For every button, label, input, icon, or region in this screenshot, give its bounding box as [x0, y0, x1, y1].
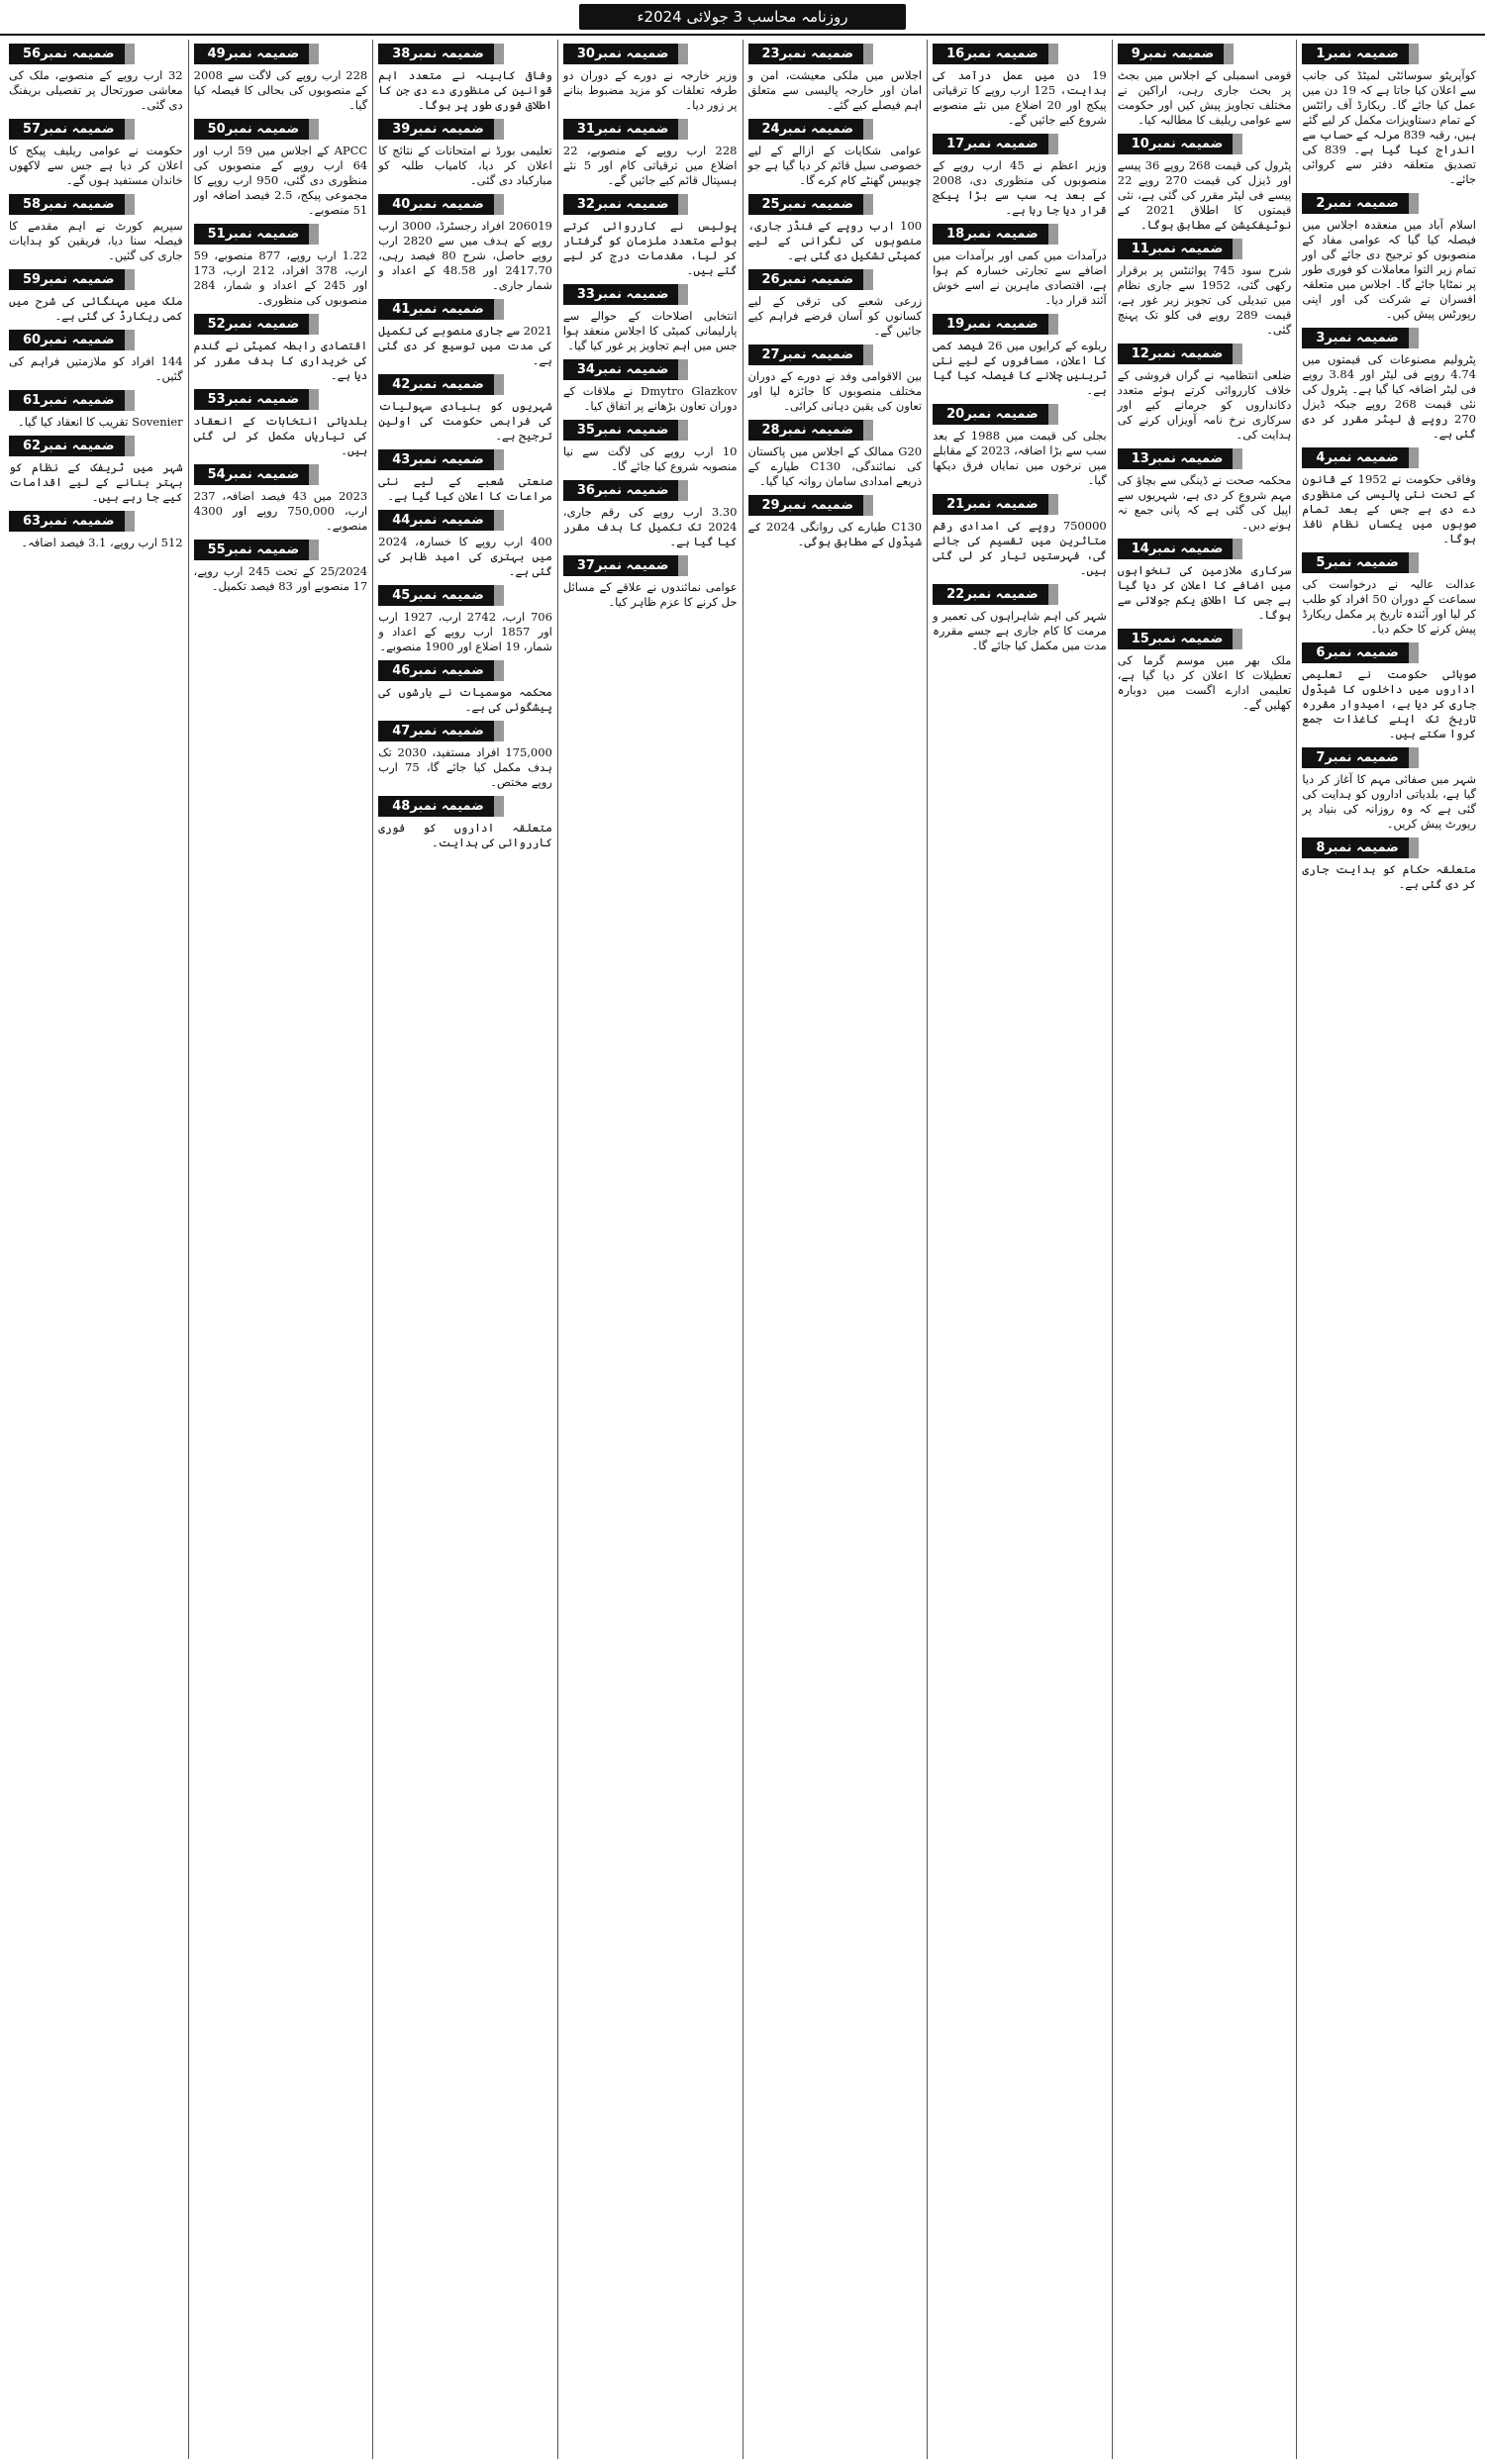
supplement-item: [9, 44, 183, 113]
supplement-tag: [563, 420, 738, 441]
supplement-item: [1302, 838, 1476, 892]
supplement-text: 750000 روپے کی امدادی رقم متاثرین میں تقسیم کی جائے گی، فہرستیں تیار کر لی گئی ہیں۔: [933, 519, 1107, 577]
supplement-item: [1118, 344, 1292, 443]
supplement-number: ضمیمہ نمبر8: [1302, 838, 1418, 858]
supplement-tag: [748, 345, 923, 365]
supplement-tag: [563, 555, 738, 576]
supplement-text: اقتصادی رابطہ کمیٹی نے گندم کی خریداری کا ہدف مقرر کر دیا ہے۔: [193, 339, 368, 382]
supplement-item: [563, 480, 738, 549]
supplement-number: ضمیمہ نمبر29: [748, 495, 874, 516]
supplement-number: ضمیمہ نمبر59: [9, 269, 135, 290]
supplement-text: محکمہ صحت نے ڈینگی سے بچاؤ کی مہم شروع کر دی ہے، شہریوں سے اپیل کی گئی ہے کہ پانی جمع نہ ہونے دیں۔: [1117, 473, 1292, 532]
supplement-number: ضمیمہ نمبر11: [1118, 239, 1243, 259]
supplement-item: [1302, 193, 1476, 322]
supplement-text: بلدیاتی انتخابات کے انعقاد کی تیاریاں مکمل کر لی گئی ہیں۔: [193, 414, 368, 457]
supplement-number: ضمیمہ نمبر43: [378, 449, 504, 470]
supplement-text: 512 ارب روپے، 3.1 فیصد اضافہ۔: [21, 536, 183, 549]
supplement-item: [748, 194, 923, 263]
supplement-tag: [748, 269, 923, 290]
supplement-text: متعلقہ اداروں کو فوری کارروائی کی ہدایت۔: [378, 821, 552, 849]
supplement-tag: [9, 511, 183, 532]
supplement-item: [563, 44, 738, 113]
supplement-number: ضمیمہ نمبر46: [378, 660, 504, 681]
supplement-number: ضمیمہ نمبر48: [378, 796, 504, 817]
supplement-item: [748, 44, 923, 113]
supplement-number: ضمیمہ نمبر21: [933, 494, 1058, 515]
supplement-tag: [1302, 642, 1476, 663]
supplement-text: پٹرول کی قیمت 268 روپے 36 پیسے اور ڈیزل کی قیمت 270 روپے 22 پیسے فی لیٹر مقرر کی گئی ہے، نئی قیمتوں کا اطلاق 2021 کے نوٹیفکیشن کے مطابق ہوگا۔: [1117, 158, 1292, 232]
supplement-number: ضمیمہ نمبر62: [9, 436, 135, 456]
supplement-item: [1302, 328, 1476, 442]
supplement-item: [933, 134, 1107, 218]
supplement-number: ضمیمہ نمبر55: [194, 540, 320, 560]
supplement-tag: [378, 660, 552, 681]
supplement-tag: [563, 284, 738, 305]
supplement-text: انتخابی اصلاحات کے حوالے سے پارلیمانی کمیٹی کا اجلاس منعقد ہوا جس میں اہم تجاویز پر غور کیا گیا۔: [562, 309, 738, 352]
supplement-text: سپریم کورٹ نے اہم مقدمے کا فیصلہ سنا دیا، فریقین کو ہدایات جاری کی گئیں۔: [9, 219, 183, 262]
supplement-tag: [1118, 239, 1292, 259]
supplement-item: [9, 511, 183, 550]
supplement-item: [1118, 134, 1292, 233]
supplement-number: ضمیمہ نمبر5: [1302, 552, 1418, 573]
supplement-item: [378, 449, 552, 504]
supplement-item: [933, 314, 1107, 398]
supplement-tag: [378, 510, 552, 531]
supplement-number: ضمیمہ نمبر45: [378, 585, 504, 606]
supplement-item: [933, 494, 1107, 578]
supplement-item: [1302, 747, 1476, 832]
supplement-number: ضمیمہ نمبر14: [1118, 539, 1243, 559]
supplement-tag: [933, 224, 1107, 245]
supplement-tag: [194, 314, 368, 335]
supplement-text: 100 ارب روپے کے فنڈز جاری، منصوبوں کی نگرانی کے لیے کمیٹی تشکیل دی گئی ہے۔: [747, 219, 923, 262]
supplement-text: صوبائی حکومت نے تعلیمی اداروں میں داخلوں کا شیڈول جاری کر دیا ہے، امیدوار مقررہ تاریخ تک اپنے کاغذات جمع کروا سکتے ہیں۔: [1302, 667, 1476, 740]
supplement-number: ضمیمہ نمبر31: [563, 119, 689, 140]
supplement-tag: [1302, 447, 1476, 468]
supplement-text: عدالت عالیہ نے درخواست کی سماعت کے دوران 50 افراد کو طلب کر لیا اور آئندہ تاریخ پر مکمل ریکارڈ پیش کرنے کا حکم دیا۔: [1302, 577, 1476, 636]
supplement-item: [1118, 239, 1292, 338]
column-2: [1112, 40, 1297, 2459]
supplement-text: C130 طیارے کی روانگی 2024 کے شیڈول کے مطابق ہوگی۔: [747, 520, 923, 548]
supplement-tag: [933, 314, 1107, 335]
supplement-text: تعلیمی بورڈ نے امتحانات کے نتائج کا اعلان کر دیا، کامیاب طلبہ کو مبارکباد دی گئی۔: [378, 144, 552, 187]
supplement-tag: [563, 119, 738, 140]
column-1: [1296, 40, 1481, 2459]
supplement-number: ضمیمہ نمبر58: [9, 194, 135, 215]
supplement-item: [563, 119, 738, 188]
column-6: [372, 40, 557, 2459]
supplement-item: [1302, 642, 1476, 741]
supplement-tag: [1118, 44, 1292, 64]
supplement-item: [748, 345, 923, 414]
supplement-tag: [194, 44, 368, 64]
supplement-item: [563, 420, 738, 474]
supplement-number: ضمیمہ نمبر1: [1302, 44, 1418, 64]
supplement-tag: [563, 359, 738, 380]
supplement-tag: [1118, 134, 1292, 154]
supplement-text: 32 ارب روپے کے منصوبے، ملک کی معاشی صورتحال پر تفصیلی بریفنگ دی گئی۔: [9, 68, 183, 112]
supplement-text: متعلقہ حکام کو ہدایت جاری کر دی گئی ہے۔: [1302, 862, 1476, 891]
supplement-tag: [9, 436, 183, 456]
supplement-number: ضمیمہ نمبر60: [9, 330, 135, 350]
supplement-text: قومی اسمبلی کے اجلاس میں بجٹ پر بحث جاری رہی، اراکین نے مختلف تجاویز پیش کیں اور حکومت سے عوامی ریلیف کا مطالبہ کیا۔: [1117, 68, 1292, 127]
supplement-item: [378, 299, 552, 368]
supplement-tag: [378, 449, 552, 470]
supplement-text: 3.30 ارب روپے کی رقم جاری، 2024 تک تکمیل کا ہدف مقرر کیا گیا ہے۔: [562, 505, 738, 548]
supplement-number: ضمیمہ نمبر50: [194, 119, 320, 140]
supplement-tag: [933, 584, 1107, 605]
newspaper-columns: [4, 40, 1481, 2459]
supplement-item: [194, 224, 368, 308]
supplement-item: [378, 585, 552, 654]
supplement-number: ضمیمہ نمبر34: [563, 359, 689, 380]
supplement-number: ضمیمہ نمبر57: [9, 119, 135, 140]
supplement-tag: [194, 389, 368, 410]
supplement-tag: [194, 540, 368, 560]
supplement-item: [1118, 629, 1292, 713]
supplement-number: ضمیمہ نمبر24: [748, 119, 874, 140]
supplement-tag: [378, 119, 552, 140]
supplement-number: ضمیمہ نمبر35: [563, 420, 689, 441]
supplement-text: اسلام آباد میں منعقدہ اجلاس میں فیصلہ کیا گیا کہ عوامی مفاد کے منصوبوں کو ترجیح دی جائے گی اور تمام زیر التوا معاملات کو فوری طور پر نمٹایا جائے گا۔ اجلاس میں متعلقہ افسران نے شرکت کی اور اپنی رپورٹس پیش کیں۔: [1302, 218, 1476, 321]
supplement-number: ضمیمہ نمبر13: [1118, 448, 1243, 469]
supplement-item: [194, 314, 368, 383]
supplement-item: [933, 224, 1107, 308]
supplement-number: ضمیمہ نمبر15: [1118, 629, 1243, 649]
supplement-item: [9, 194, 183, 263]
supplement-item: [563, 194, 738, 278]
supplement-tag: [1118, 448, 1292, 469]
supplement-number: ضمیمہ نمبر4: [1302, 447, 1418, 468]
supplement-tag: [194, 119, 368, 140]
supplement-text: 2021 سے جاری منصوبے کی تکمیل کی مدت میں توسیع کر دی گئی ہے۔: [378, 324, 552, 367]
supplement-number: ضمیمہ نمبر33: [563, 284, 689, 305]
supplement-number: ضمیمہ نمبر22: [933, 584, 1058, 605]
supplement-item: [194, 119, 368, 218]
supplement-text: شہر میں صفائی مہم کا آغاز کر دیا گیا ہے، بلدیاتی اداروں کو ہدایت کی گئی ہے کہ وہ روزانہ کی بنیاد پر رپورٹ پیش کریں۔: [1302, 772, 1476, 831]
supplement-text: صنعتی شعبے کے لیے نئی مراعات کا اعلان کیا گیا ہے۔: [378, 474, 552, 503]
supplement-item: [748, 420, 923, 489]
supplement-item: [378, 510, 552, 579]
supplement-tag: [1118, 539, 1292, 559]
supplement-number: ضمیمہ نمبر40: [378, 194, 504, 215]
supplement-item: [194, 389, 368, 458]
supplement-tag: [748, 44, 923, 64]
supplement-text: 206019 افراد رجسٹرڈ، 3000 ارب روپے کے ہدف میں سے 2820 ارب روپے حاصل، شرح 80 فیصد رہی، 2417.70 اور 48.58 کے اعداد و شمار جاری۔: [378, 219, 552, 292]
supplement-number: ضمیمہ نمبر61: [9, 390, 135, 411]
supplement-item: [563, 555, 738, 610]
supplement-text: وزیر خارجہ نے دورے کے دوران دو طرفہ تعلقات کو مزید مضبوط بنانے پر زور دیا۔: [562, 68, 738, 112]
supplement-item: [563, 359, 738, 414]
supplement-number: ضمیمہ نمبر27: [748, 345, 874, 365]
supplement-tag: [1302, 44, 1476, 64]
supplement-text: APCC کے اجلاس میں 59 ارب اور 64 ارب روپے کے منصوبوں کی منظوری دی گئی، 950 ارب روپے کا مجموعی پیکج، 2.5 فیصد اضافہ اور 51 منصوبے۔: [193, 144, 368, 217]
supplement-number: ضمیمہ نمبر10: [1118, 134, 1243, 154]
supplement-item: [9, 390, 183, 430]
masthead: [0, 0, 1485, 38]
supplement-text: 175,000 افراد مستفید، 2030 تک ہدف مکمل کیا جائے گا، 75 ارب روپے مختص۔: [378, 745, 552, 789]
supplement-item: [1302, 447, 1476, 546]
supplement-text: 400 ارب روپے کا خسارہ، 2024 میں بہتری کی امید ظاہر کی گئی ہے۔: [378, 535, 552, 578]
column-7: [188, 40, 373, 2459]
supplement-number: ضمیمہ نمبر63: [9, 511, 135, 532]
supplement-tag: [9, 390, 183, 411]
supplement-number: ضمیمہ نمبر42: [378, 374, 504, 395]
supplement-number: ضمیمہ نمبر30: [563, 44, 689, 64]
supplement-item: [378, 721, 552, 790]
supplement-tag: [378, 374, 552, 395]
supplement-text: 706 ارب، 2742 ارب، 1927 ارب اور 1857 ارب روپے کے اعداد و شمار، 19 اضلاع اور 1900 منصوبے۔: [378, 610, 552, 653]
supplement-text: 228 ارب روپے کی لاگت سے 2008 کے منصوبوں کی بحالی کا فیصلہ کیا گیا۔: [193, 68, 368, 112]
supplement-number: ضمیمہ نمبر44: [378, 510, 504, 531]
supplement-text: بجلی کی قیمت میں 1988 کے بعد سب سے بڑا اضافہ، 2023 کے مقابلے میں نرخوں میں نمایاں فرق دیکھا گیا۔: [933, 429, 1107, 487]
supplement-tag: [933, 44, 1107, 64]
supplement-tag: [1302, 747, 1476, 768]
supplement-text: 1.22 ارب روپے، 877 منصوبے، 59 ارب، 378 افراد، 212 ارب، 173 اور 245 کے اعداد و شمار، 284 منصوبوں کی منظوری۔: [193, 248, 368, 307]
supplement-text: 228 ارب روپے کے منصوبے، 22 اضلاع میں ترقیاتی کام اور 5 نئے ہسپتال قائم کیے جائیں گے۔: [562, 144, 738, 187]
supplement-tag: [378, 44, 552, 64]
supplement-number: ضمیمہ نمبر9: [1118, 44, 1234, 64]
supplement-item: [378, 119, 552, 188]
supplement-item: [1302, 552, 1476, 637]
supplement-tag: [9, 269, 183, 290]
supplement-item: [9, 269, 183, 324]
supplement-item: [1118, 539, 1292, 623]
supplement-text: عوامی شکایات کے ازالے کے لیے خصوصی سیل قائم کر دیا گیا ہے جو چوبیس گھنٹے کام کرے گا۔: [747, 144, 923, 187]
supplement-tag: [9, 330, 183, 350]
supplement-number: ضمیمہ نمبر12: [1118, 344, 1243, 364]
supplement-number: ضمیمہ نمبر17: [933, 134, 1058, 154]
supplement-tag: [194, 224, 368, 245]
supplement-number: ضمیمہ نمبر32: [563, 194, 689, 215]
supplement-item: [748, 269, 923, 339]
supplement-item: [1118, 448, 1292, 533]
supplement-tag: [748, 194, 923, 215]
supplement-item: [194, 540, 368, 594]
supplement-item: [378, 374, 552, 444]
supplement-number: ضمیمہ نمبر54: [194, 464, 320, 485]
supplement-tag: [933, 134, 1107, 154]
supplement-text: G20 ممالک کے اجلاس میں پاکستان کی نمائندگی، C130 طیارے کے ذریعے امدادی سامان روانہ کیا گیا۔: [747, 444, 923, 488]
supplement-item: [9, 119, 183, 188]
supplement-number: ضمیمہ نمبر18: [933, 224, 1058, 245]
supplement-number: ضمیمہ نمبر37: [563, 555, 689, 576]
supplement-text: بین الاقوامی وفد نے دورے کے دوران مختلف منصوبوں کا جائزہ لیا اور تعاون کی یقین دہانی کرائی۔: [747, 369, 923, 413]
supplement-tag: [933, 494, 1107, 515]
supplement-tag: [9, 194, 183, 215]
column-8: [4, 40, 188, 2459]
supplement-item: [748, 495, 923, 549]
supplement-tag: [378, 796, 552, 817]
supplement-text: شہر کی اہم شاہراہوں کی تعمیر و مرمت کا کام جاری ہے جسے مقررہ مدت میں مکمل کیا جائے گا۔: [933, 609, 1107, 652]
supplement-tag: [9, 44, 183, 64]
supplement-text: ملک بھر میں موسم گرما کی تعطیلات کا اعلان کر دیا گیا ہے، تعلیمی ادارے اگست میں دوبارہ کھلیں گے۔: [1117, 653, 1292, 712]
supplement-number: ضمیمہ نمبر53: [194, 389, 320, 410]
supplement-text: محکمہ موسمیات نے بارشوں کی پیشگوئی کی ہے۔: [378, 685, 552, 714]
supplement-item: [378, 660, 552, 715]
supplement-number: ضمیمہ نمبر7: [1302, 747, 1418, 768]
supplement-tag: [378, 299, 552, 320]
supplement-number: ضمیمہ نمبر28: [748, 420, 874, 441]
supplement-text: 19 دن میں عمل درآمد کی ہدایت، 125 ارب روپے کا ترقیاتی پیکج اور 20 اضلاع میں نئے منصوبے شروع کیے جائیں گے۔: [933, 68, 1107, 127]
masthead-rule: [0, 34, 1485, 36]
supplement-tag: [933, 404, 1107, 425]
supplement-text: کوآپریٹو سوسائٹی لمیٹڈ کی جانب سے اعلان کیا جاتا ہے کہ 19 دن میں عمل کیا جائے گا۔ ریکارڈ آف رائٹس کے تمام دستاویزات مکمل کر لیے گئے ہیں، رقبہ 839 مرلہ کے حساب سے اندراج کیا گیا ہے۔ 839 کی تصدیق متعلقہ دفتر سے کروائی جائے۔: [1302, 68, 1477, 186]
supplement-item: [933, 404, 1107, 488]
supplement-text: ریلوے کے کرایوں میں 26 فیصد کمی کا اعلان، مسافروں کے لیے نئی ٹرینیں چلانے کا فیصلہ کیا گیا ہے۔: [933, 339, 1107, 397]
supplement-number: ضمیمہ نمبر16: [933, 44, 1058, 64]
supplement-item: [933, 584, 1107, 653]
supplement-item: [194, 44, 368, 113]
supplement-number: ضمیمہ نمبر26: [748, 269, 874, 290]
supplement-tag: [1302, 552, 1476, 573]
supplement-tag: [1302, 193, 1476, 214]
supplement-number: ضمیمہ نمبر56: [9, 44, 135, 64]
supplement-tag: [748, 119, 923, 140]
supplement-tag: [563, 480, 738, 501]
supplement-item: [378, 194, 552, 293]
supplement-number: ضمیمہ نمبر39: [378, 119, 504, 140]
supplement-tag: [748, 495, 923, 516]
supplement-tag: [378, 194, 552, 215]
supplement-text: اجلاس میں ملکی معیشت، امن و امان اور خارجہ پالیسی سے متعلق اہم فیصلے کیے گئے۔: [747, 68, 923, 112]
supplement-text: Dmytro Glazkov نے ملاقات کے دوران تعاون بڑھانے پر اتفاق کیا۔: [562, 384, 738, 413]
supplement-text: سرکاری ملازمین کی تنخواہوں میں اضافے کا اعلان کر دیا گیا ہے جس کا اطلاق یکم جولائی سے ہوگا۔: [1117, 563, 1292, 622]
supplement-tag: [194, 464, 368, 485]
supplement-item: [933, 44, 1107, 128]
supplement-number: ضمیمہ نمبر41: [378, 299, 504, 320]
supplement-number: ضمیمہ نمبر47: [378, 721, 504, 741]
supplement-tag: [378, 585, 552, 606]
supplement-text: 25/2024 کے تحت 245 ارب روپے، 17 منصوبے اور 83 فیصد تکمیل۔: [193, 564, 368, 593]
supplement-text: Sovenier تقریب کا انعقاد کیا گیا۔: [17, 415, 183, 429]
supplement-number: ضمیمہ نمبر36: [563, 480, 689, 501]
supplement-number: ضمیمہ نمبر3: [1302, 328, 1418, 348]
supplement-item: [748, 119, 923, 188]
supplement-text: پولیس نے کارروائی کرتے ہوئے متعدد ملزمان کو گرفتار کر لیا، مقدمات درج کر لیے گئے ہیں۔: [562, 219, 738, 277]
supplement-text: 2023 میں 43 فیصد اضافہ، 237 ارب، 750,000 روپے اور 4300 منصوبے۔: [193, 489, 368, 533]
supplement-tag: [378, 721, 552, 741]
supplement-item: [563, 284, 738, 353]
supplement-number: ضمیمہ نمبر19: [933, 314, 1058, 335]
supplement-text: شرح سود 745 پوائنٹس پر برقرار رکھی گئی، 1952 سے جاری نظام میں تبدیلی کی تجویز زیر غور ہے، قیمت 289 روپے فی کلو تک پہنچ گئی۔: [1117, 263, 1292, 337]
supplement-item: [9, 330, 183, 384]
supplement-number: ضمیمہ نمبر51: [194, 224, 320, 245]
supplement-text: شہریوں کو بنیادی سہولیات کی فراہمی حکومت کی اولین ترجیح ہے۔: [378, 399, 552, 443]
supplement-tag: [563, 44, 738, 64]
supplement-item: [378, 44, 552, 113]
supplement-tag: [1302, 838, 1476, 858]
supplement-tag: [1118, 629, 1292, 649]
supplement-number: ضمیمہ نمبر49: [194, 44, 320, 64]
supplement-text: وفاقی کابینہ نے متعدد اہم قوانین کی منظوری دے دی جن کا اطلاق فوری طور پر ہوگا۔: [378, 68, 552, 112]
supplement-item: [9, 436, 183, 505]
column-4: [742, 40, 928, 2459]
supplement-tag: [9, 119, 183, 140]
supplement-item: [1118, 44, 1292, 128]
supplement-number: ضمیمہ نمبر6: [1302, 642, 1418, 663]
supplement-number: ضمیمہ نمبر25: [748, 194, 874, 215]
supplement-text: 144 افراد کو ملازمتیں فراہم کی گئیں۔: [9, 354, 183, 383]
supplement-text: وفاقی حکومت نے 1952 کے قانون کے تحت نئی پالیسی کی منظوری دے دی ہے جس کے بعد تمام صوبوں میں یکساں نظام نافذ ہوگا۔: [1302, 472, 1476, 545]
supplement-item: [194, 464, 368, 534]
supplement-number: ضمیمہ نمبر20: [933, 404, 1058, 425]
supplement-text: درآمدات میں کمی اور برآمدات میں اضافے سے تجارتی خسارہ کم ہوا ہے، اقتصادی ماہرین نے اسے خوش آئند قرار دیا۔: [933, 248, 1107, 307]
supplement-text: زرعی شعبے کی ترقی کے لیے کسانوں کو آسان قرضے فراہم کیے جائیں گے۔: [747, 294, 923, 338]
supplement-tag: [1302, 328, 1476, 348]
supplement-item: [378, 796, 552, 850]
supplement-item: [1302, 44, 1476, 187]
supplement-text: پٹرولیم مصنوعات کی قیمتوں میں 4.74 روپے فی لیٹر اور 3.84 روپے فی لیٹر اضافہ کیا گیا ہے۔ پٹرول کی نئی قیمت 268 روپے جبکہ ڈیزل 270 روپے فی لیٹر مقرر کر دی گئی ہے۔: [1302, 352, 1477, 441]
supplement-tag: [1118, 344, 1292, 364]
supplement-number: ضمیمہ نمبر2: [1302, 193, 1418, 214]
column-5: [557, 40, 742, 2459]
supplement-tag: [748, 420, 923, 441]
supplement-number: ضمیمہ نمبر38: [378, 44, 504, 64]
supplement-number: ضمیمہ نمبر52: [194, 314, 320, 335]
supplement-text: حکومت نے عوامی ریلیف پیکج کا اعلان کر دیا ہے جس سے لاکھوں خاندان مستفید ہوں گے۔: [9, 144, 183, 187]
supplement-number: ضمیمہ نمبر23: [748, 44, 874, 64]
supplement-tag: [563, 194, 738, 215]
date-bar: روزنامہ محاسب 3 جولائی 2024ء: [579, 4, 906, 30]
supplement-text: شہر میں ٹریفک کے نظام کو بہتر بنانے کے لیے اقدامات کیے جا رہے ہیں۔: [9, 460, 183, 504]
supplement-text: ملک میں مہنگائی کی شرح میں کمی ریکارڈ کی گئی ہے۔: [9, 294, 183, 323]
supplement-text: ضلعی انتظامیہ نے گراں فروشی کے خلاف کارروائی کرتے ہوئے متعدد دکانداروں کو جرمانے کیے اور سرکاری نرخ نامہ آویزاں کرنے کی ہدایت کی۔: [1117, 368, 1292, 442]
supplement-text: عوامی نمائندوں نے علاقے کے مسائل حل کرنے کا عزم ظاہر کیا۔: [562, 580, 738, 609]
column-3: [927, 40, 1112, 2459]
supplement-text: وزیر اعظم نے 45 ارب روپے کے منصوبوں کی منظوری دی، 2008 کے بعد یہ سب سے بڑا پیکج قرار دیا جا رہا ہے۔: [933, 158, 1107, 217]
supplement-text: 10 ارب روپے کی لاگت سے نیا منصوبہ شروع کیا جائے گا۔: [562, 444, 738, 473]
